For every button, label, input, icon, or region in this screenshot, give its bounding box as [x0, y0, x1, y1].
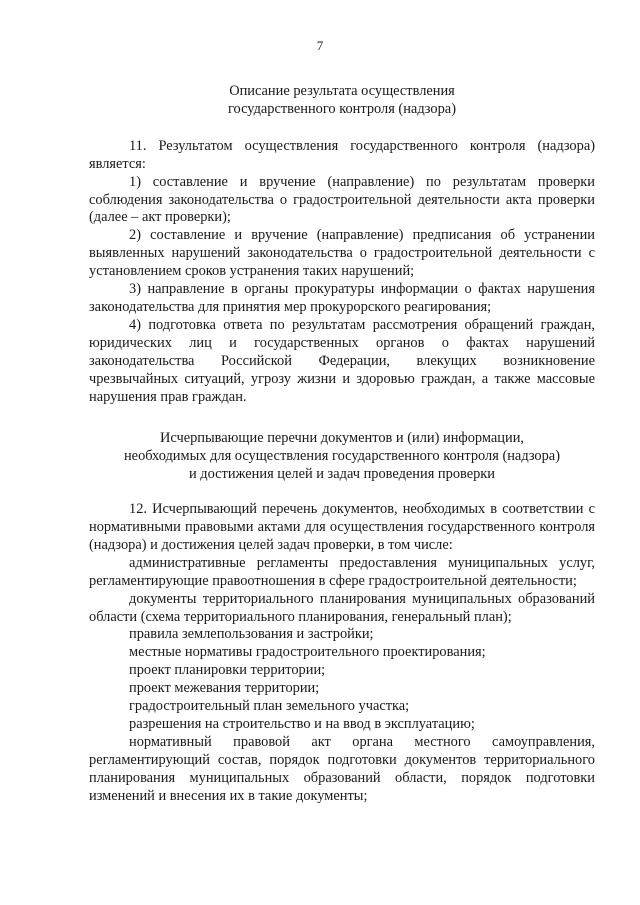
heading-line: государственного контроля (надзора) — [228, 100, 456, 117]
heading-line: Описание результата осуществления — [229, 83, 455, 99]
list-item: административные регламенты предоставления муниципальных услуг, регламентирующие правоотношения в сфере градостроительной деятельности; — [89, 554, 595, 589]
list-item: 3) направление в органы прокуратуры информации о фактах нарушения законодательства для принятия мер прокурорского реагирования; — [89, 281, 595, 315]
page-number: 7 — [316, 38, 324, 53]
heading-line: Исчерпывающие перечни документов и (или) информации, — [160, 430, 524, 447]
paragraph-11-intro: 11. Результатом осуществления государственного контроля (надзора) является: — [89, 137, 595, 172]
documents-list — [89, 555, 595, 806]
heading-line: необходимых для осуществления государственного контроля (надзора) — [123, 448, 560, 465]
list-item: 2) составление и вручение (направление) предписания об устранении выявленных нарушений законодательства о градостроительной деятельности с установлением сроков устранения таких нарушений; — [89, 227, 595, 280]
section-heading-result — [89, 83, 595, 119]
heading-line: и достижения целей и задач проведения проверки — [188, 466, 495, 483]
result-list — [89, 174, 595, 407]
list-item: документы территориального планирования муниципальных образований области (схема территориального планирования, генеральный план); — [89, 590, 595, 625]
document-body — [89, 83, 595, 806]
section-heading-documents — [89, 430, 595, 484]
list-item: проект межевания территории; — [129, 680, 320, 697]
paragraph-12-intro: 12. Исчерпывающий перечень документов, необходимых в соответствии с нормативными правовыми актами для осуществления государственного контроля (надзора) и достижения целей задач проверки, в том числе: — [89, 501, 595, 553]
list-item: 1) составление и вручение (направление) по результатам проверки соблюдения законодательства о градостроительной деятельности акта проверки (далее – акт проверки); — [89, 173, 595, 226]
list-item: 4) подготовка ответа по результатам рассмотрения обращений граждан, юридических лиц и государственных органов о фактах нарушений законодательства Российской Федерации, влекущих возникновение чрезвычайных ситуаций, угрозу жизни и здоровью граждан, а также массовые нарушения прав граждан. — [89, 316, 595, 405]
list-item: местные нормативы градостроительного проектирования; — [129, 644, 486, 661]
list-item: градостроительный план земельного участка; — [129, 698, 410, 715]
list-item: правила землепользования и застройки; — [129, 626, 374, 643]
list-item: нормативный правовой акт органа местного самоуправления, регламентирующий состав, порядок подготовки документов территориального планирования муниципальных образований области, порядок подготовки изменений и внесения их в такие документы; — [89, 733, 595, 804]
list-item: разрешения на строительство и на ввод в эксплуатацию; — [129, 716, 475, 732]
list-item: проект планировки территории; — [129, 662, 326, 679]
